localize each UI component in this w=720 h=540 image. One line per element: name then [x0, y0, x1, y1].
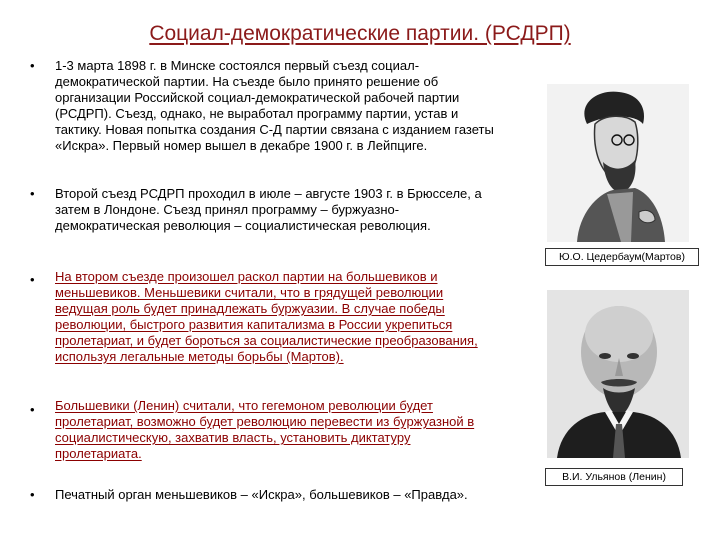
sketch-portrait-icon [547, 84, 689, 242]
list-item-first-congress: 1-3 марта 1898 г. в Минске состоялся первый съезд социал-демократической партии. На съезде было принято решение об организации Российской социал-демократической рабочей партии (РСДРП). Съезд, однако, не выработал программу партии, устав и тактику. Новая попытка создания С-Д партии связана с изданием газеты «Искра». Первый номер вышел в декабре 1900 г. в Лейпциге. [55, 58, 494, 153]
bullet-marker: • [30, 58, 35, 73]
list-item-split-mensheviks: На втором съезде произошел раскол партии на большевиков и меньшевиков. Меньшевики считали, что в грядущей революции ведущая роль будет принадлежать буржуазии. В случае победы революции, быстрого развития капитализма в России укрепиться пролетариат, и будет бороться за социалистические преобразования, используя легальные методы борьбы (Мартов). [55, 269, 478, 364]
list-item-bolsheviks: Большевики (Ленин) считали, что гегемоном революции будет пролетариат, возможно будет революцию перевести из буржуазной в социалистическую, захватив власть, установить диктатуру пролетариата. [55, 398, 475, 461]
portrait-caption-martov: Ю.О. Цедербаум(Мартов) [545, 248, 699, 266]
bullet-marker: • [30, 186, 35, 201]
portrait-martov-image [547, 84, 689, 242]
portrait-lenin-image [547, 290, 689, 458]
list-item-second-congress: Второй съезд РСДРП проходил в июле – августе 1903 г. в Брюсселе, а затем в Лондоне. Съезд принял программу – буржуазно-демократическая революция – социалистическая революция. [55, 186, 482, 233]
photo-portrait-icon [547, 290, 689, 458]
slide-title: Социал-демократические партии. (РСДРП) [149, 22, 571, 45]
bullet-marker: • [30, 487, 35, 502]
bullet-marker: • [30, 272, 35, 287]
bullet-marker: • [30, 402, 35, 417]
portrait-caption-lenin: В.И. Ульянов (Ленин) [545, 468, 683, 486]
list-item-newspapers: Печатный орган меньшевиков – «Искра», большевиков – «Правда». [55, 487, 468, 502]
